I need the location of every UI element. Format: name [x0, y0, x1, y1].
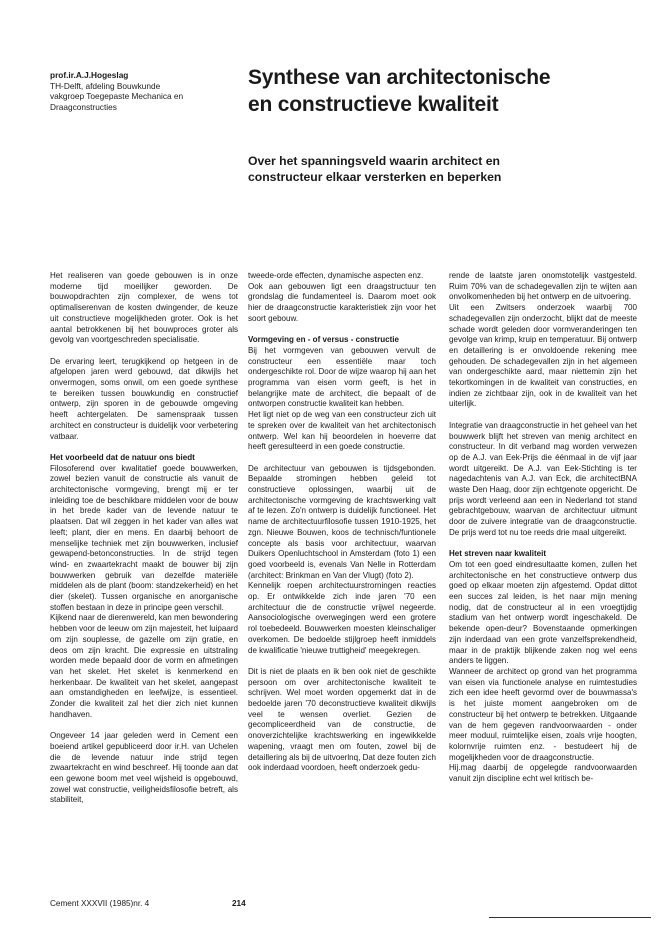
author-affiliation-3: Draagconstructies: [50, 101, 117, 112]
article-title: [248, 64, 648, 118]
author-affiliation-1: TH-Delft, afdeling Bouwkunde: [50, 80, 161, 91]
page-number: 214: [232, 899, 246, 908]
title-line: en constructieve kwaliteit: [248, 93, 499, 116]
body-paragraph: Om tot een goed eindresultaatte komen, zullen het architectonische en het constructieve ontwerp dus goed op elkaar moeten zijn afgestemd. Opdat dittot een succes zal leiden, is het naar mijn mening nodig, dat de constructeur al in een vroegtijdig stadium van het ontwerp wordt ingeschakeld. De bekende open-deur? Bovenstaande opmerkingen zijn inderdaad van een grote vanzelfsprekendheid, maar in de praktijk blijkende zaken nog wel eens anders te liggen. Wanneer de architect op grond van het programma van eisen via functionele analyse en ruimtestudies zich een idee heeft gevormd over de bouwmassa's is het juiste moment aangebroken om de constructeur bij het ontwerp te betrekken. Uitgaande van de hem gegeven randvoorwaarden - onder meer moduul, ruimtelijke eisen, zoals vrije hoogten, kolornvrije ruimten enz. - bestudeert hij de mogelijkheden voor de draagconstructie. Hij.mag daarbij de opgelegde randvoorwaarden vanuit zijn discipline echt wel kritisch be-: [449, 559, 637, 784]
section-heading: Het voorbeeld dat de natuur ons biedt: [50, 452, 195, 462]
body-paragraph: rende de laatste jaren onomstotelijk vastgesteld. Ruim 70% van de schadegevallen zijn te wijten aan onvolkomenheden bij het ontwerp en de uitvoering. Uit een Zwitsers onderzoek waarbij 700 schadegevallen zijn onderzocht, blijkt dat de meeste schade wordt geleden door vormveranderingen ten gevolge van krimp, kruip en temperatuur. Bij ontwerp en detaillering is er onvoldoende rekening mee gehouden. De schadegevallen zijn in het algemeen van ondergeschikte aard, maar niettemin zijn het tekortkomingen in de kwaliteit van constructies, en indien ze zichtbaar zijn, ook in de kwaliteit van het uiterlijk.: [449, 271, 637, 409]
text-column-2: [248, 271, 436, 774]
body-paragraph: Het realiseren van goede gebouwen is in onze moderne tijd moeilijker geworden. De bouwopdrachten zijn complexer, de wens tot optimaliserenvan de kosten dwingender, de keuze uit constructieve mogelijkheden groter. Ook is het aantal betrokkenen bij het bouwproces groter als gevolg van voortgeschreden specialisatie.: [50, 271, 238, 345]
body-paragraph: Ongeveer 14 jaar geleden werd in Cement een boeiend artikel gepubliceerd door ir.H. van Uchelen die de levende natuur inde strijd tegen zwaartekracht en wind beschreef. Hij toonde aan dat een gewone boom met veel wijsheid is opgebouwd, zowel wat constructie, veiligheidsfilosofie betreft, als stabiliteit,: [50, 731, 238, 805]
title-line: Synthese van architectonische: [248, 66, 551, 89]
journal-footer: Cement XXXVII (1985)nr. 4: [50, 899, 150, 908]
section-heading: Het streven naar kwaliteit: [449, 549, 547, 559]
body-paragraph: Dit is niet de plaats en ik ben ook niet de geschikte persoon om over architectonische kwaliteit te schrijven. Wel moet worden opgemerkt dat in de bedoelde jaren '70 deconstructieve kwaliteit dikwijls veel te wensen overliet. Gezien de gecompliceerdheid van de constructie, de onoverzichtelijke krachtswerking en ingewikkelde wapening, vraagt men om fouten, zowel bij de detaillering als bij de uitvoerlnq, Dat deze fouten zich ook inderdaad voordoen, heeft onderzoek gedu-: [248, 666, 436, 773]
footer-rule: [489, 917, 651, 918]
body-paragraph: De architectuur van gebouwen is tijdsgebonden. Bepaalde stromingen hebben geleid tot constructieve oplossingen, waarbij uit de architectonische vormgeving de krachtswerking valt af te lezen. Zo'n ontwerp is duidelijk functioneel. Het name de architectuurfilosofie tussen 1910-1925, het zgn. Nieuwe Bouwen, koos de technisch/funtionele concepte als basis voor architectuur, waarvan Duikers Openluchtschool in Amsterdam (foto 1) een goed voorbeeld is, evenals Van Nelle in Rotterdam (architect: Brinkman en Van der Vlugt) (foto 2). Kennelijk roepen architectuurstrorningen reacties op. Er ontwikkelde zich inde jaren '70 een architectuur die de constructie vrijwel negeerde. Aansociologische overwegingen werd een grotere rol toebedeeld. Bouwwerken moesten kleinschaliger overkomen. De bedoelde stijlgroep heeft inmiddels de kwalificatie 'nieuwe truttigheid' meegekregen.: [248, 463, 436, 655]
body-paragraph: De ervaring leert, terugkijkend op hetgeen in de afgelopen jaren werd gebouwd, dat dikwijls het onvermogen, soms onwil, om een goede synthese te bereiken tussen bouwkundig en constructief ontwerp, zijn sporen in de gebouwde omgeving heeft achtergelaten. De samenspraak tussen architect en constructeur is duidelijk voor verbetering vatbaar.: [50, 356, 238, 441]
author-affiliation-2: vakgroep Toegepaste Mechanica en: [50, 91, 184, 102]
body-paragraph: Integratie van draagconstructie in het geheel van het bouwwerk blijft het streven van menig architect en constructeur. In dit verband mag worden verwezen op de A.J. van Eek-Prijs die éénmaal in de vijf jaar wordt uitgereikt. De A.J. van Eek-Stichting is ter nagedachtenis van A.J. van Eck, die architectBNA waste Den Haag, door zijn echtgenote opgericht. De prijs wordt verleend aan een in Nederland tot stand gebrachtgebouw, waarvan de architectuur uitmunt door de zuivere integratie van de draagconstructie. De prijs werd tot nu toe reeds drie maal uitgereikt.: [449, 420, 637, 537]
body-paragraph: Bij het vormgeven van gebouwen vervult de constructeur een essentiële maar toch ondergeschikte rol. Door de wijze waarop hij aan het programma van eisen vorm geeft, is het in belangrijke mate de architect, die bepaalt of de ontworpen constructie kwaliteit kan hebben. Het ligt niet op de weg van een constructeur zich uit te spreken over de kwaliteit van het architectonisch ontwerp. Wel kan hij beoordelen in hoeverre dat heeft geresulteerd in een goede constructie.: [248, 345, 436, 452]
article-subtitle: [248, 153, 648, 185]
text-column-1: [50, 271, 238, 806]
text-column-3: [449, 271, 637, 785]
author-block: [50, 70, 235, 112]
subtitle-line: Over het spanningsveld waarin architect en: [248, 154, 500, 168]
body-paragraph: tweede-orde effecten, dynamische aspecten enz. Ook aan gebouwen ligt een draagstructuur ten grondslag die fundamenteel is. Daarom moet ook hier de draagconstructie karakteristiek zijn voor het soort gebouw.: [248, 271, 436, 323]
author-name: prof.ir.A.J.Hogeslag: [50, 70, 129, 80]
section-heading: Vormgeving en - of versus - constructie: [248, 335, 399, 345]
body-paragraph: Filosoferend over kwalitatief goede bouwwerken, zowel bezien vanuit de constructie als vanuit de architectonische vormgeving, brengt mij er ter inleiding toe de beschikbare middelen voor de bouw in het brede kader van de levende natuur te plaatsen. Dat wil zeggen in het kader van alles wat leeft; plant, dier en mens. En daarbij behoort de menselijke techniek met zijn bouwwerken, inclusief gewapend-betonconstructies. In de strijd tegen wind- en zwaartekracht maakt de bouwer bij zijn bouwwerken gebruik van dezelfde materiële middelen als de plant (boom: standzekerheid) en het dier (skelet). Tussen organische en anorganische stoffen bestaan in deze in principe geen verschil. Kijkend naar de dierenwereld, kan men bewondering hebben voor de leeuw om zijn majesteit, het luipaard om zijn souplesse, de gazelle om zijn gratie, en deos om zijn kracht. Die expressie en uitstraling worden mede bepaald door de vorm en afmetingen van het skelet. Het skelet is kenmerkend en herkenbaar. De kwaliteit van het skelet, aangepast aan omstandigheden en leefwijze, is essentieel. Zonder die kwaliteit zal het dier zich niet kunnen handhaven.: [50, 463, 238, 719]
subtitle-line: constructeur elkaar versterken en beperken: [248, 170, 502, 184]
